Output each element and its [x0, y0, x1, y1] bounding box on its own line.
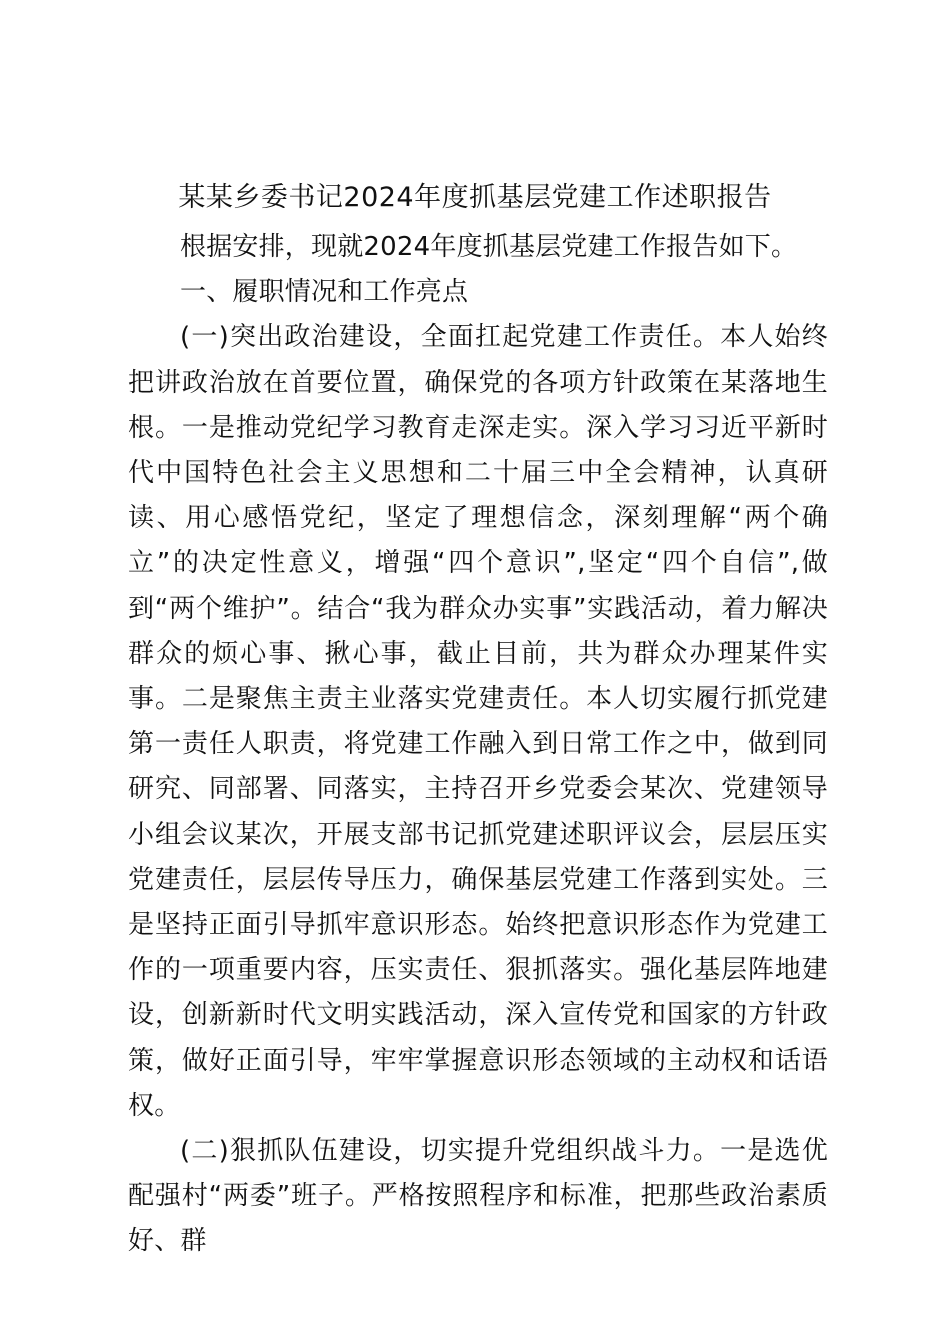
document-body: [128, 225, 828, 1265]
subsection-1-paragraph: (一)突出政治建设，全面扛起党建工作责任。本人始终把讲政治放在首要位置，确保党的各项方针政策在某落地生根。一是推动党纪学习教育走深走实。深入学习习近平新时代中国特色社会主义思想和二十届三中全会精神，认真研读、用心感悟党纪，坚定了理想信念，深刻理解“两个确立”的决定性意义，增强“四个意识”,坚定“四个自信”,做到“两个维护”。结合“我为群众办实事”实践活动，着力解决群众的烦心事、揪心事，截止目前，共为群众办理某件实事。二是聚焦主责主业落实党建责任。本人切实履行抓党建第一责任人职责，将党建工作融入到日常工作之中，做到同研究、同部署、同落实，主持召开乡党委会某次、党建领导小组会议某次，开展支部书记抓党建述职评议会，层层压实党建责任，层层传导压力，确保基层党建工作落到实处。三是坚持正面引导抓牢意识形态。始终把意识形态作为党建工作的一项重要内容，压实责任、狠抓落实。强化基层阵地建设，创新新时代文明实践活动，深入宣传党和国家的方针政策，做好正面引导，牢牢掌握意识形态领域的主动权和话语权。: [128, 322, 828, 1121]
document-title: 某某乡委书记2024年度抓基层党建工作述职报告: [178, 182, 772, 213]
section-heading-1: 一、履职情况和工作亮点: [180, 277, 469, 308]
subsection-2-paragraph: (二)狠抓队伍建设，切实提升党组织战斗力。一是选优配强村“两委”班子。严格按照程序和标准，把那些政治素质好、群: [128, 1136, 828, 1257]
intro-paragraph: 根据安排，现就2024年度抓基层党建工作报告如下。: [180, 232, 798, 262]
